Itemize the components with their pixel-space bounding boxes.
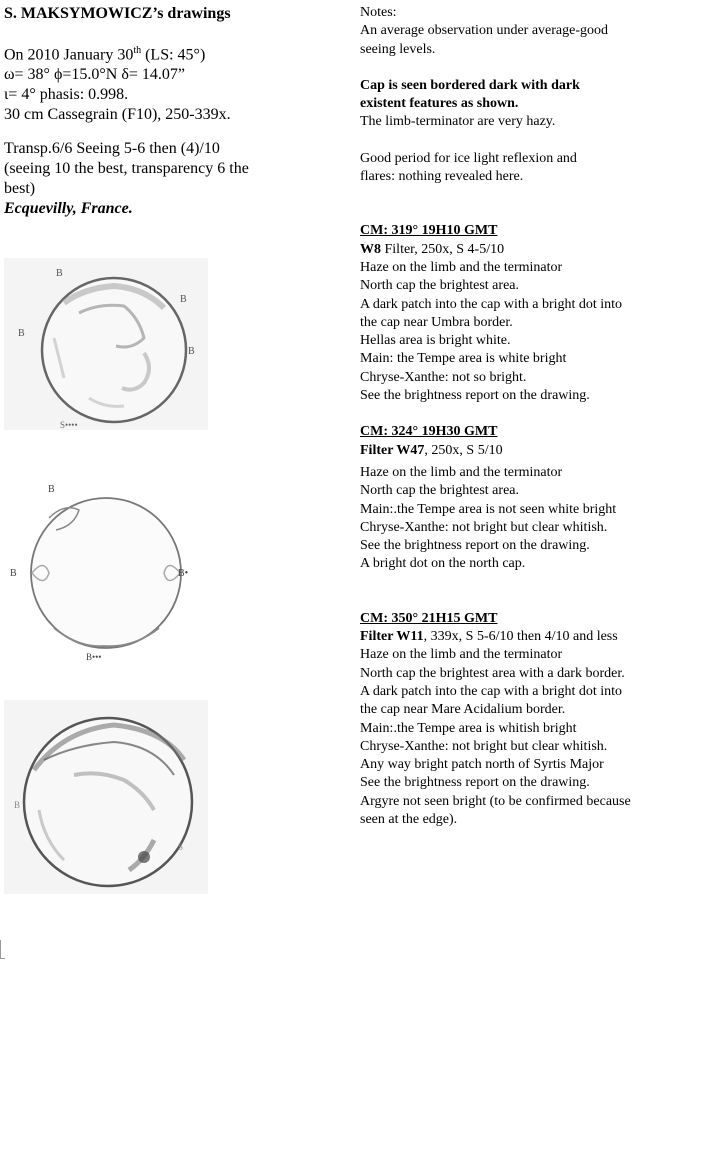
section-header: CM: 319° 19H10 GMT: [360, 223, 498, 239]
transparency-seeing: Transp.6/6 Seeing 5-6 then (4)/10 (seeing 10 the best, transparency 6 the best): [4, 140, 249, 198]
svg-text:B: B: [188, 346, 195, 357]
filter-line: Filter W11, 339x, S 5-6/10 then 4/10 and less: [360, 629, 618, 645]
drawing-2-right-label: B•: [178, 568, 189, 579]
drawing-2-left-label: B: [10, 568, 17, 579]
drawing-2-top-label: B: [48, 484, 55, 495]
section-cm-319: CM: 319° 19H10 GMT W8 Filter, 250x, S 4-5/10 Haze on the limb and the terminator North cap the brightest area. A dark patch into the cap with a bright dot into the cap near Umbra border. Hellas area is bright white. Main: the Tempe area is white bright Chryse-Xanthe: not so bright. See the brightness report on the drawing.: [360, 222, 700, 405]
svg-text:B: B: [56, 268, 63, 279]
page-title: S. MAKSYMOWICZ’s drawings: [4, 5, 231, 22]
observation-angles: ω= 38° ϕ=15.0°N δ= 14.07”: [4, 66, 186, 84]
drawing-2-bottom-label: B•••: [86, 652, 102, 662]
notes-heading: Notes:: [360, 5, 397, 20]
filter-line: Filter W47, 250x, S 5/10: [360, 442, 503, 458]
drawing-1-label: S••••: [60, 420, 78, 430]
mars-drawing-3: [4, 700, 208, 894]
page-margin-mark: [0, 940, 5, 959]
svg-text:S: S: [178, 842, 184, 852]
section-cm-350: CM: 350° 21H15 GMT Filter W11, 339x, S 5-6/10 then 4/10 and less Haze on the limb and the terminator North cap the brightest area with a dark border. A dark patch into the cap with a bright dot into the cap near Mare Acidalium border. Main:.the Tempe area is whitish bright Chryse-Xanthe: not bright but clear whitish. Any way bright patch north of Syrtis Major See the brightness report on the drawing. Argyre not seen bright (to be confirmed because seen at the edge).: [360, 610, 700, 830]
section-header: CM: 324° 19H30 GMT: [360, 424, 498, 440]
mars-drawing-2: [4, 478, 208, 666]
observation-instrument: 30 cm Cassegrain (F10), 250-339x.: [4, 106, 231, 124]
section-header: CM: 350° 21H15 GMT: [360, 610, 498, 626]
svg-text:B: B: [18, 328, 25, 339]
observation-details: [4, 41, 344, 125]
filter-line: W8 Filter, 250x, S 4-5/10: [360, 241, 505, 257]
left-column: [4, 4, 344, 219]
section-cm-324: CM: 324° 19H30 GMT Filter W47, 250x, S 5/10 Haze on the limb and the terminator North cap the brightest area. Main:.the Tempe area is not seen white bright Chryse-Xanthe: not bright but clear whitish. See the brightness report on the drawing. A bright dot on the north cap.: [360, 423, 700, 573]
right-column: Notes: An average observation under average-good seeing levels. Cap is seen bordered dark with dark existent features as shown. The limb-terminator are very hazy. Good period for ice light reflexion and flares: nothing revealed here. CM: 319° 19H10 GMT W8 Filter, 250x, S 4-5/10 Haze on the limb and the terminator North cap the brightest area. A dark patch into the cap with a bright dot into the cap near Umbra border. Hellas area is bright white. Main: the Tempe area is white bright Chryse-Xanthe: not so bright. See the brightness report on the drawing. CM: 324° 19H30 GMT Filter W47, 250x, S 5/10 Haze on the limb and the terminator North cap the brightest area. Main:.the Tempe area is not seen white bright Chryse-Xanthe: not bright but clear whitish. See the brightness report on the drawing. A bright dot on the north cap. CM: 350° 21H15 GMT Filter W11, 339x, S 5-6/10 then 4/10 and less Haze on the limb and the terminator North cap the brightest area with a dark border. A dark patch into the cap with a bright dot into the cap near Mare Acidalium border. Main:.the Tempe area is whitish bright Chryse-Xanthe: not bright but clear whitish. Any way bright patch north of Syrtis Major See the brightness report on the drawing. Argyre not seen bright (to be confirmed because seen at the edge).: [360, 4, 700, 829]
observation-date: On 2010 January 30th (LS: 45°): [4, 45, 206, 64]
svg-text:B: B: [180, 294, 187, 305]
mars-drawing-1: [4, 258, 208, 430]
observer-location: Ecquevilly, France.: [4, 200, 133, 218]
observation-phase: ι= 4° phasis: 0.998.: [4, 86, 129, 104]
svg-text:B: B: [14, 800, 21, 810]
